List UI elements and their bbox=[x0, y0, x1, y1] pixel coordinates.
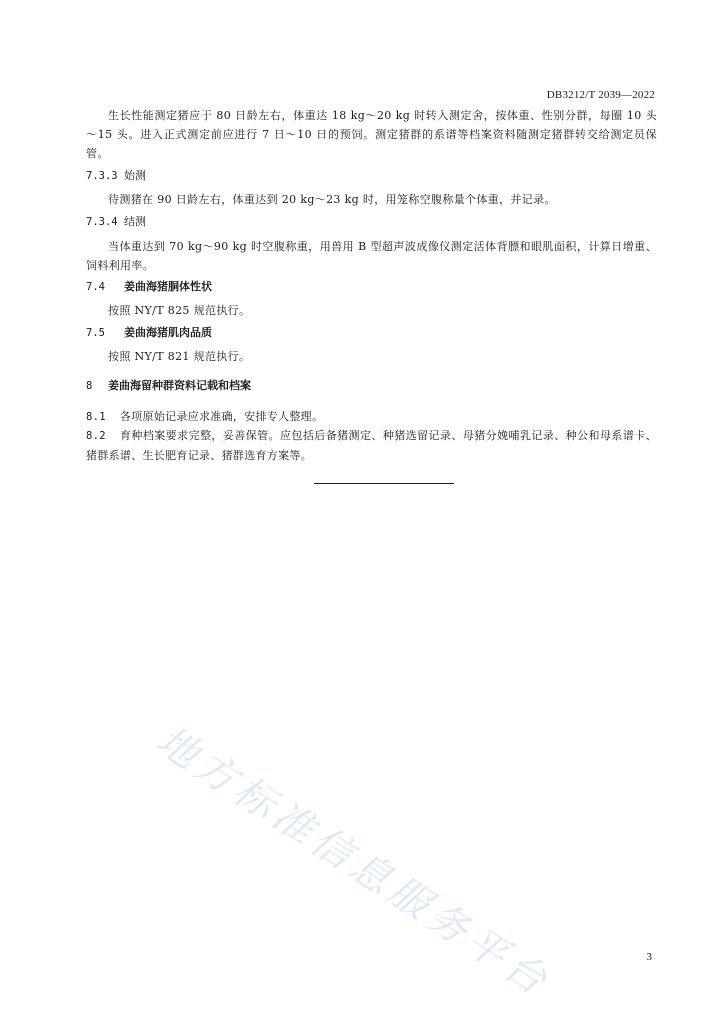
watermark: 地方标准信息服务平台 bbox=[148, 717, 559, 1007]
heading-7-4 bbox=[86, 279, 212, 295]
item-8-2 bbox=[86, 426, 657, 465]
heading-title: 姜曲海猪肌肉品质 bbox=[124, 326, 212, 339]
heading-number: 7.5 bbox=[86, 327, 105, 339]
paragraph-7-3-3: 待测猪在 90 日龄左右，体重达到 20 kg～23 kg 时，用笼称空腹称量个体重，并记录。 bbox=[108, 193, 556, 206]
item-number: 8.1 bbox=[86, 411, 106, 423]
heading-7-5 bbox=[86, 325, 212, 341]
document-code: DB3212/T 2039—2022 bbox=[546, 89, 655, 101]
heading-number: 8 bbox=[86, 380, 93, 392]
item-text: 各项原始记录应求准确，安排专人整理。 bbox=[119, 410, 324, 423]
item-8-1 bbox=[86, 407, 657, 427]
heading-number: 7.4 bbox=[86, 281, 105, 293]
heading-title: 姜曲海留种群资料记载和档案 bbox=[108, 379, 251, 392]
paragraph-7-4: 按照 NY/T 825 规范执行。 bbox=[108, 304, 251, 317]
heading-number: 7.3.3 bbox=[86, 170, 118, 182]
intro-paragraph: 生长性能测定猪应于 80 日龄左右，体重达 18 kg～20 kg 时转入测定舍，按体重、性别分群，每圈 10 头～15 头。进入正式测定前应进行 7 日～10 日的预饲。测定猪群的系谱等档案资料随测定猪群转交给测定员保管。 bbox=[86, 109, 657, 160]
heading-7-3-3 bbox=[86, 168, 146, 184]
heading-8 bbox=[86, 378, 251, 394]
paragraph-7-3-4: 当体重达到 70 kg～90 kg 时空腹称重，用兽用 B 型超声波成像仪测定活体背膘和眼肌面积，计算日增重、饲料利用率。 bbox=[86, 240, 657, 272]
end-of-document-rule bbox=[314, 483, 454, 484]
item-number: 8.2 bbox=[86, 430, 106, 442]
heading-7-3-4 bbox=[86, 214, 146, 230]
heading-title: 始测 bbox=[124, 169, 146, 182]
paragraph-7-5: 按照 NY/T 821 规范执行。 bbox=[108, 350, 251, 363]
heading-title: 姜曲海猪胴体性状 bbox=[124, 280, 212, 293]
item-text: 育种档案要求完整，妥善保管。应包括后备猪测定、种猪选留记录、母猪分娩哺乳记录、种公和母系谱卡、猪群系谱、生长肥育记录、猪群选育方案等。 bbox=[86, 429, 657, 462]
heading-title: 结测 bbox=[124, 215, 146, 228]
heading-number: 7.3.4 bbox=[86, 216, 118, 228]
page-number: 3 bbox=[646, 951, 652, 963]
